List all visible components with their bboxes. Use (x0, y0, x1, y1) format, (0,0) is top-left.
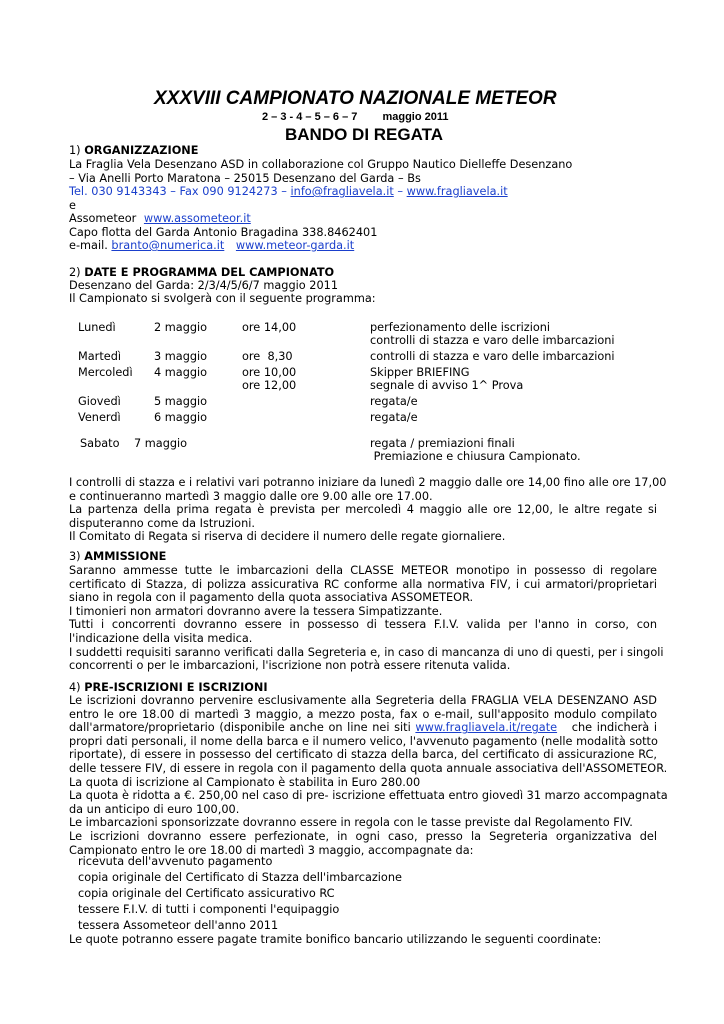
text-line: da un anticipo di euro 100,00. (69, 802, 240, 816)
text-line: Le iscrizioni dovranno pervenire esclusivamente alla Segreteria della FRAGLIA VELA DESENZANO ASD (69, 694, 657, 707)
section-2-paragraph-2 (69, 503, 657, 530)
website-link-regate[interactable]: www.fragliavela.it/regate (415, 721, 558, 735)
text-line: l'indicazione della visita medica. (69, 631, 253, 645)
schedule-day: Venerdì (78, 411, 121, 424)
text-line: Campionato entro le ore 18.00 di martedì 3 maggio, accompagnate da: (69, 843, 474, 857)
schedule-date: 3 maggio (154, 350, 208, 363)
email-link-branto[interactable]: branto@numerica.it (111, 239, 225, 252)
text-line: entro le ore 18.00 di martedì 3 maggio, a mezzo posta, fax o e-mail, sull'apposito modulo compilato (69, 707, 657, 721)
section-2-number: 2) (69, 266, 81, 279)
schedule-date: 7 maggio (134, 437, 188, 450)
schedule-activity: Skipper BRIEFING (370, 366, 470, 379)
text-line: Le iscrizioni dovranno essere perfezionate, in ogni caso, presso la Segreteria organizzativa del (69, 829, 657, 843)
list-item: tessere F.I.V. di tutti i componenti l'equipaggio (78, 903, 340, 916)
text-line: propri dati personali, il nome della barca e il numero velico, l'avvenuto pagamento (nelle modalità sotto (69, 734, 658, 748)
schedule-activity: regata/e (370, 411, 418, 424)
capo-flotta-line: Capo flotta del Garda Antonio Bragadina 338.8462401 (69, 226, 378, 239)
section-3-paragraph-1 (69, 564, 664, 673)
section-2-paragraph-3 (69, 530, 657, 544)
schedule-activity-2: Premiazione e chiusura Campionato. (370, 450, 581, 463)
text-line: certificato di Stazza, di polizza assicurativa RC conforme alla normativa FIV, i cui armatori/proprietari (69, 577, 657, 591)
schedule-time-2: ore 12,00 (242, 379, 297, 392)
section-3-number: 3) (69, 550, 81, 563)
list-item: copia originale del Certificato assicurativo RC (78, 887, 335, 900)
section-4-number: 4) (69, 681, 81, 694)
contact-line (69, 185, 508, 199)
schedule-date: 4 maggio (154, 366, 208, 379)
list-item: ricevuta dell'avvenuto pagamento (78, 855, 273, 868)
schedule-date: 6 maggio (154, 411, 208, 424)
text-fragment: che indicherà i (571, 721, 658, 735)
website-link-assometeor[interactable]: www.assometeor.it (143, 212, 251, 225)
section-4-heading (69, 681, 268, 695)
schedule-date: 5 maggio (154, 395, 208, 408)
schedule-activity: controlli di stazza e varo delle imbarcazioni (370, 350, 615, 363)
bando-title: BANDO DI REGATA (285, 125, 444, 144)
website-link-meteor-garda[interactable]: www.meteor-garda.it (235, 239, 355, 252)
email-label: e-mail. (69, 239, 108, 252)
text-line: La partenza della prima regata è prevista per mercoledì 4 maggio alle ore 12,00, le altre regate si (69, 503, 657, 516)
section-1-number: 1) (69, 144, 81, 157)
schedule-day: Martedì (78, 350, 122, 363)
conjunction-e: e (69, 199, 76, 212)
text-line: Tutti i concorrenti dovranno essere in possesso di tessera F.I.V. valida per l'anno in corso, con (69, 618, 657, 632)
schedule-activity: perfezionamento delle iscrizioni (370, 321, 551, 334)
schedule-time: ore 14,00 (242, 321, 297, 334)
text-line: Il Comitato di Regata si riserva di decidere il numero delle regate giornaliere. (69, 530, 506, 543)
text-line: disputeranno come da Istruzioni. (69, 516, 255, 530)
text-line: I timonieri non armatori dovranno avere la tessera Simpatizzante. (69, 604, 443, 618)
schedule-day: Mercoledì (78, 366, 133, 379)
schedule-day: Lunedì (78, 321, 116, 334)
section-2-paragraph-1 (69, 476, 667, 503)
schedule-time: ore 8,30 (242, 350, 293, 363)
section-1-heading (69, 144, 198, 158)
schedule-activity: regata/e (370, 395, 418, 408)
text-line: riportate), di essere in possesso del certificato di stazza della barca, del certificato di assicurazione RC, (69, 748, 657, 762)
text-line: concorrenti o per le imbarcazioni, l'iscrizione non potrà essere ritenuta valida. (69, 659, 511, 673)
text-line: siano in regola con il pagamento della quota associativa ASSOMETEOR. (69, 591, 474, 605)
text-line: I suddetti requisiti saranno verificati dalla Segreteria e, in caso di mancanza di uno di questi, per i singoli (69, 645, 664, 659)
website-link-fraglia[interactable]: www.fragliavela.it (406, 185, 508, 198)
schedule-day: Sabato (80, 437, 120, 450)
text-line: delle tessere FIV, di essere in regola con il pagamento della quota annuale associativa dell'ASSOMETEOR. (69, 761, 668, 775)
dates-days: 2 – 3 - 4 – 5 – 6 – 7 (262, 111, 358, 123)
championship-dates (262, 111, 449, 123)
payment-line: Le quote potranno essere pagate tramite bonifico bancario utilizzando le seguenti coordinate: (69, 933, 602, 946)
section-3-heading (69, 550, 166, 564)
assometeor-label: Assometeor (69, 212, 137, 225)
tel-fax: Tel. 030 9143343 – Fax 090 9124273 – (69, 185, 287, 198)
championship-dates-line: Desenzano del Garda: 2/3/4/5/6/7 maggio 2011 (69, 279, 339, 292)
text-fragment: dall'armatore/proprietario (disponibile anche on line nei siti (69, 721, 411, 735)
text-line: e continueranno martedì 3 maggio dalle ore 9.00 alle ore 17.00. (69, 489, 433, 503)
section-2-heading (69, 266, 334, 280)
email-line (69, 239, 354, 253)
assometeor-line (69, 212, 251, 226)
organizer-address: – Via Anelli Porto Maratona – 25015 Desenzano del Garda – Bs (69, 172, 421, 185)
section-4-paragraph-1 (69, 694, 668, 857)
section-1-title: ORGANIZZAZIONE (84, 144, 199, 157)
text-line: Le imbarcazioni sponsorizzate dovranno essere in regola con le tasse previste dal Regolamento FIV. (69, 816, 633, 830)
text-line: Saranno ammesse tutte le imbarcazioni della CLASSE METEOR monotipo in possesso di regolare (69, 564, 657, 577)
list-item: copia originale del Certificato di Stazza dell'imbarcazione (78, 871, 402, 884)
text-line: La quota è ridotta a €. 250,00 nel caso di pre- iscrizione effettuata entro giovedì 31 marzo accompagnata (69, 789, 668, 803)
section-2-title: DATE E PROGRAMMA DEL CAMPIONATO (84, 266, 335, 279)
text-line: La quota di iscrizione al Campionato è stabilita in Euro 280.00 (69, 775, 421, 789)
schedule-time: ore 10,00 (242, 366, 297, 379)
dash-separator: – (397, 185, 404, 198)
program-intro: Il Campionato si svolgerà con il seguente programma: (69, 292, 376, 305)
organizer-line-1: La Fraglia Vela Desenzano ASD in collaborazione col Gruppo Nautico Dielleffe Desenzano (69, 158, 573, 171)
dates-month: maggio 2011 (382, 111, 449, 123)
championship-title: XXXVIII CAMPIONATO NAZIONALE METEOR (154, 88, 557, 109)
schedule-activity-2: segnale di avviso 1^ Prova (370, 379, 524, 392)
text-line: I controlli di stazza e i relativi vari potranno iniziare da lunedì 2 maggio dalle ore 14,00 fino alle ore 17,00 (69, 476, 667, 489)
section-3-title: AMMISSIONE (84, 550, 167, 563)
email-link-fraglia[interactable]: info@fragliavela.it (290, 185, 394, 198)
schedule-day: Giovedì (78, 395, 121, 408)
schedule-activity-2: controlli di stazza e varo delle imbarcazioni (370, 334, 615, 347)
schedule-date: 2 maggio (154, 321, 208, 334)
list-item: tessera Assometeor dell'anno 2011 (78, 919, 279, 932)
schedule-activity: regata / premiazioni finali (370, 437, 515, 450)
section-4-title: PRE-ISCRIZIONI E ISCRIZIONI (84, 681, 268, 694)
text-line-with-link (69, 721, 657, 735)
